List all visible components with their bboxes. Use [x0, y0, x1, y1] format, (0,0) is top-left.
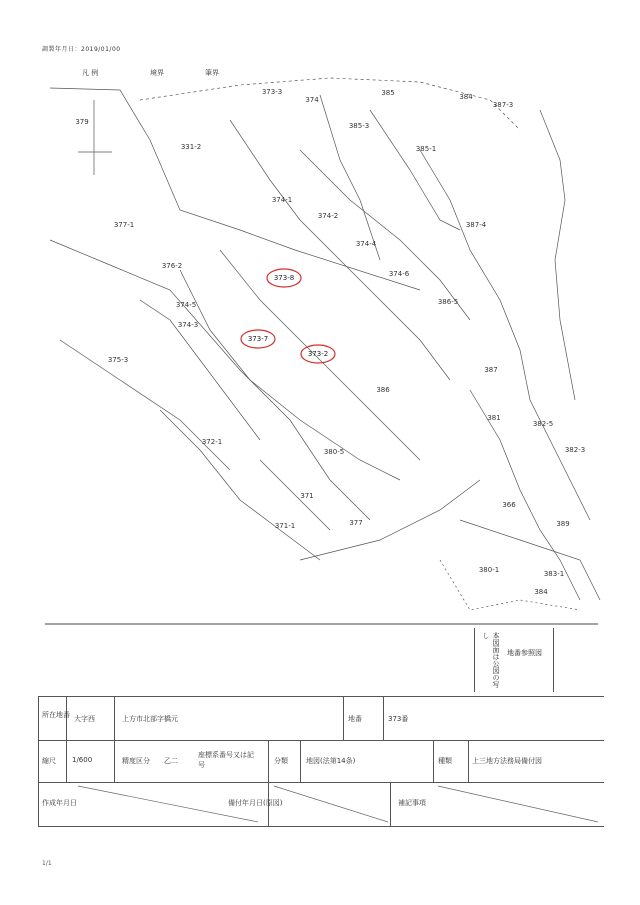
parcel-label: 376-2 [161, 262, 183, 270]
parcel-label: 387-3 [492, 101, 514, 109]
parcel-label-target: 373-7 [247, 335, 269, 343]
legend-boundary: 境界 [150, 69, 164, 77]
cell-accuracy-label: 精度区分 [122, 757, 150, 765]
cell-class-value: 地図(法第14条) [306, 757, 356, 765]
parcel-label-target: 373-8 [273, 274, 295, 282]
cell-created-label: 作成年月日 [42, 799, 77, 807]
cell-location-label: 所在地番 [42, 711, 70, 719]
parcel-label: 384 [534, 588, 548, 596]
cell-type-label: 種類 [438, 757, 452, 765]
parcel-label: 375-3 [107, 356, 129, 364]
cell-location-prefix: 大字西 [74, 715, 95, 723]
parcel-label: 374-5 [175, 301, 197, 309]
cell-class-label: 分類 [274, 757, 288, 765]
cell-scale-value: 1/600 [72, 756, 93, 764]
legend-parcel-line: 筆界 [205, 69, 219, 77]
parcel-label: 386-5 [437, 298, 459, 306]
parcel-label: 385 [381, 89, 395, 97]
cell-installed-label: 備付年月日(原図) [228, 799, 283, 807]
note-title: 本図面は公図の写し [482, 632, 500, 688]
note-content: 地番参照図 [507, 649, 542, 657]
parcel-label: 374-2 [317, 212, 339, 220]
legend-title: 凡 例 [82, 69, 99, 77]
parcel-label: 387-4 [465, 221, 487, 229]
parcel-label: 374-3 [177, 321, 199, 329]
parcel-label: 371 [300, 492, 314, 500]
cell-lot-value: 373番 [388, 715, 409, 723]
cell-accuracy-value: 乙二 [164, 757, 178, 765]
print-date: 調製年月日：2019/01/00 [42, 46, 121, 53]
parcel-label: 384 [459, 93, 473, 101]
parcel-label: 373-3 [261, 88, 283, 96]
parcel-label: 374-1 [271, 196, 293, 204]
cell-location-value: 上方市北部字橋元 [122, 715, 178, 723]
cell-scale-label: 縮尺 [42, 757, 56, 765]
parcel-label-target: 373-2 [307, 350, 329, 358]
cell-notes-label: 補記事項 [398, 799, 426, 807]
parcel-label: 374-4 [355, 240, 377, 248]
parcel-label: 381 [487, 414, 501, 422]
page-number: 1/1 [42, 860, 52, 867]
parcel-label: 380-1 [478, 566, 500, 574]
parcel-label: 380-5 [323, 448, 345, 456]
parcel-label: 374 [305, 96, 319, 104]
parcel-label: 387 [484, 366, 498, 374]
parcel-label: 383-1 [543, 570, 565, 578]
parcel-label: 389 [556, 520, 570, 528]
parcel-label: 377-1 [113, 221, 135, 229]
parcel-label: 385-3 [348, 122, 370, 130]
parcel-label: 372-1 [201, 438, 223, 446]
parcel-label: 386 [376, 386, 390, 394]
parcel-label: 331-2 [180, 143, 202, 151]
cell-lot-label: 地番 [348, 715, 362, 723]
parcel-label: 377 [349, 519, 363, 527]
parcel-label: 366 [502, 501, 516, 509]
parcel-label: 371-1 [274, 522, 296, 530]
cell-type-value: 上三地方法務局備付図 [472, 757, 542, 765]
title-block [38, 696, 604, 826]
parcel-label: 385-1 [415, 145, 437, 153]
parcel-label: 379 [75, 118, 89, 126]
parcel-label: 374-6 [388, 270, 410, 278]
note-box [474, 628, 554, 692]
parcel-label: 382-5 [532, 420, 554, 428]
parcel-label: 382-3 [564, 446, 586, 454]
cell-coord-label: 座標系番号又は記号 [198, 751, 254, 769]
